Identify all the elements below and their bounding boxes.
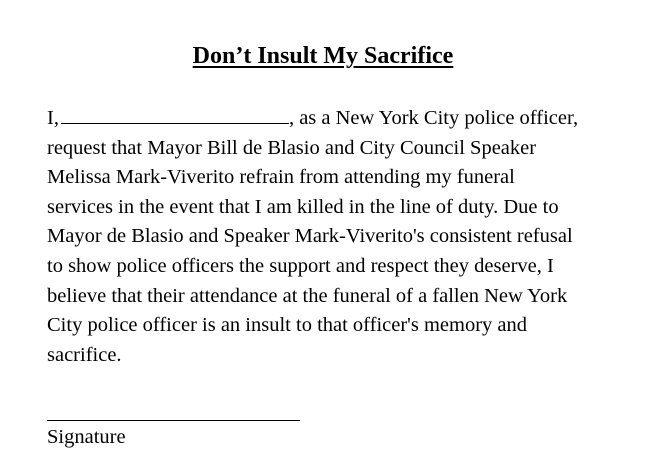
line1-suffix: , as a New York City police officer,: [288, 107, 579, 129]
body-line-1: [47, 104, 627, 134]
body-line: request that Mayor Bill de Blasio and City Council Speaker: [47, 136, 537, 159]
line1-prefix: I,: [47, 107, 59, 129]
body-line: services in the event that I am killed in the line of duty. Due to: [47, 195, 559, 218]
body-line: sacrifice.: [47, 343, 122, 366]
signature-line[interactable]: [47, 420, 300, 421]
document-title: Don’t Insult My Sacrifice: [192, 43, 454, 69]
body-line: to show police officers the support and respect they deserve, I: [47, 254, 554, 277]
body-line: Melissa Mark-Viverito refrain from attending my funeral: [47, 166, 515, 189]
body-line: believe that their attendance at the funeral of a fallen New York: [47, 284, 568, 307]
body-line: Mayor de Blasio and Speaker Mark-Viverito's consistent refusal: [47, 225, 573, 248]
name-blank-field[interactable]: [61, 105, 289, 124]
document-body: [47, 104, 627, 370]
body-line: City police officer is an insult to that officer's memory and: [47, 314, 528, 337]
signature-label: Signature: [47, 426, 126, 448]
